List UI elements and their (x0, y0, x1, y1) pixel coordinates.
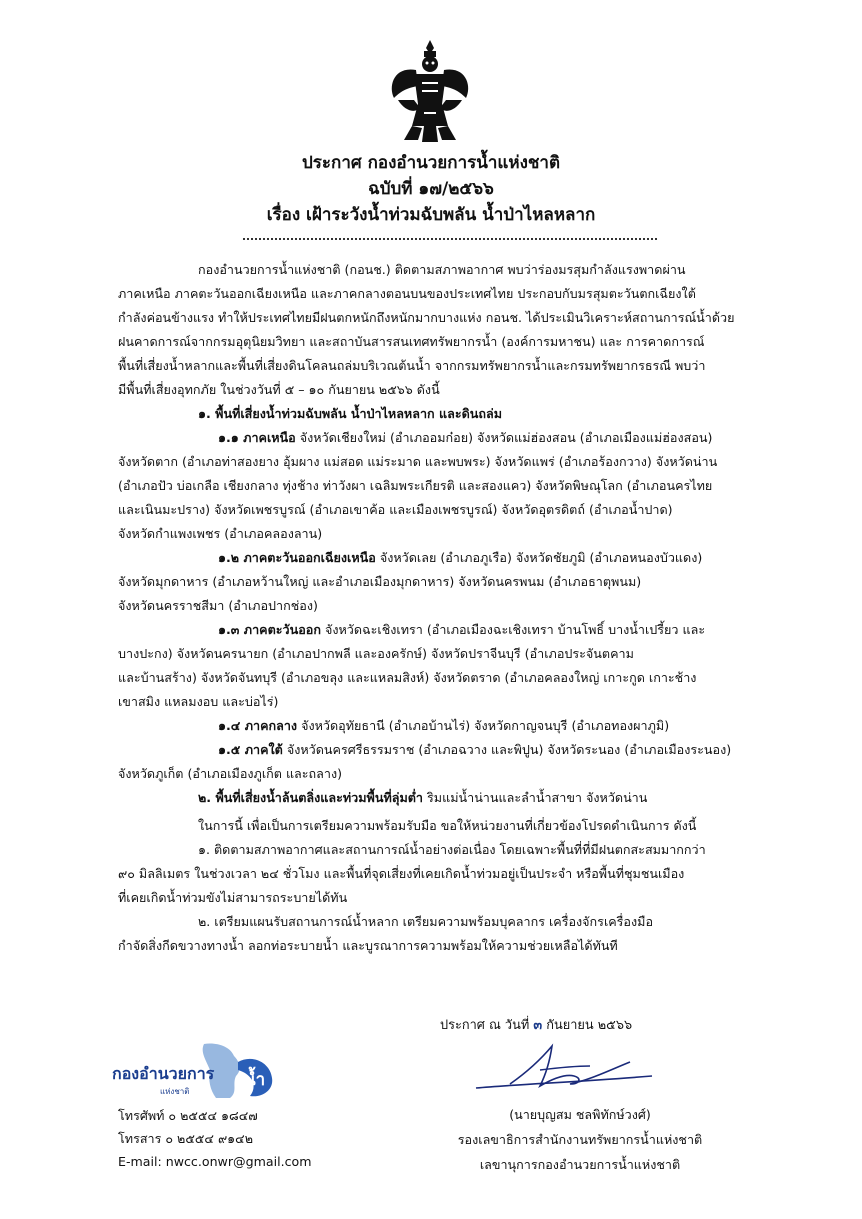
title-line-2: ฉบับที่ ๑๗/๒๕๖๖ (368, 179, 494, 199)
email-address: E-mail: nwcc.onwr@gmail.com (118, 1154, 312, 1169)
announcement-date (440, 1014, 632, 1035)
dotted-divider (243, 238, 657, 240)
date-day: ๓ (533, 1018, 543, 1033)
region-line: (อำเภอปัว บ่อเกลือ เชียงกลาง ทุ่งช้าง ท่าวังผา เฉลิมพระเกียรติ และสองแคว) จังหวัดพิษณุโลก (อำเภอนครไทย (118, 478, 713, 493)
fax-number: โทรสาร ๐ ๒๕๕๔ ๙๑๔๒ (118, 1131, 253, 1146)
region-line (118, 738, 758, 762)
section2-line (118, 786, 758, 810)
intro-line: ฝนคาดการณ์จากกรมอุตุนิยมวิทยา และสถาบันสารสนเทศทรัพยากรน้ำ (องค์การมหาชน) และ การคาดการณ์ (118, 334, 705, 349)
signer-block (410, 1102, 750, 1177)
region-line: และบ้านสร้าง) จังหวัดจันทบุรี (อำเภอขลุง และแหลมสิงห์) จังหวัดตราด (อำเภอคลองใหญ่ เกาะกูด เกาะช้าง (118, 670, 697, 685)
region-line (118, 714, 758, 738)
signer-name: (นายบุญสม ชลพิทักษ์วงศ์) (509, 1107, 651, 1122)
region-line: เขาสมิง แหลมงอบ และบ่อไร่) (118, 694, 279, 709)
item-line: ๒. เตรียมแผนรับสถานการณ์น้ำหลาก เตรียมความพร้อมบุคลากร เครื่องจักรเครื่องมือ (198, 914, 654, 929)
item-line: กำจัดสิ่งกีดขวางทางน้ำ ลอกท่อระบายน้ำ และบูรณาการความพร้อมให้ความช่วยเหลือได้ทันที (118, 938, 618, 953)
phone-number: โทรศัพท์ ๐ ๒๕๕๔ ๑๘๔๗ (118, 1108, 258, 1123)
intro-line: มีพื้นที่เสี่ยงอุทกภัย ในช่วงวันที่ ๕ – ๑๐ กันยายน ๒๕๖๖ ดังนี้ (118, 382, 440, 397)
nwcc-logo (112, 1040, 292, 1100)
region-line: จังหวัดกำแพงเพชร (อำเภอคลองลาน) (118, 526, 323, 541)
request-intro: ในการนี้ เพื่อเป็นการเตรียมความพร้อมรับมือ ขอให้หน่วยงานที่เกี่ยวข้องโปรดดำเนินการ ดังนี้ (198, 818, 697, 833)
item-line: ๑. ติดตามสภาพอากาศและสถานการณ์น้ำอย่างต่อเนื่อง โดยเฉพาะพื้นที่ที่มีฝนตกสะสมมากกว่า (198, 842, 706, 857)
region-label: ๑.๔ ภาคกลาง (218, 718, 298, 733)
date-prefix: ประกาศ ณ วันที่ (440, 1018, 530, 1033)
announcement-body (118, 258, 758, 958)
region-label: ๑.๑ ภาคเหนือ (218, 430, 296, 445)
region-text: จังหวัดเลย (อำเภอภูเรือ) จังหวัดชัยภูมิ (อำเภอหนองบัวแดง) (379, 550, 703, 565)
region-line: จังหวัดตาก (อำเภอท่าสองยาง อุ้มผาง แม่สอด แม่ระมาด และพบพระ) จังหวัดแพร่ (อำเภอร้องกวาง) จังหวัดน่าน (118, 454, 718, 469)
logo-subtext: แห่งชาติ (160, 1087, 190, 1096)
region-line (118, 426, 758, 450)
item-line: ๙๐ มิลลิเมตร ในช่วงเวลา ๒๔ ชั่วโมง และพื้นที่จุดเสี่ยงที่เคยเกิดน้ำท่วมอยู่เป็นประจำ หรือพื้นที่ชุมชนเมือง (118, 866, 685, 881)
region-label: ๑.๓ ภาคตะวันออก (218, 622, 321, 637)
title-line-1: ประกาศ กองอำนวยการน้ำแห่งชาติ (301, 153, 560, 173)
signer-position-2: เลขานุการกองอำนวยการน้ำแห่งชาติ (479, 1157, 681, 1172)
region-line: บางปะกง) จังหวัดนครนายก (อำเภอปากพลี และองครักษ์) จังหวัดปราจีนบุรี (อำเภอประจันตคาม (118, 646, 634, 661)
region-text: จังหวัดนครศรีธรรมราช (อำเภอฉวาง และพิปูน) จังหวัดระนอง (อำเภอเมืองระนอง) (286, 742, 732, 757)
region-line (118, 618, 758, 642)
region-line: จังหวัดมุกดาหาร (อำเภอหว้านใหญ่ และอำเภอเมืองมุกดาหาร) จังหวัดนครพนม (อำเภอธาตุพนม) (118, 574, 642, 589)
section2-text: ริมแม่น้ำน่านและลำน้ำสาขา จังหวัดน่าน (427, 790, 648, 805)
logo-text: กองอำนวยการ (112, 1066, 215, 1083)
date-suffix: กันยายน ๒๕๖๖ (546, 1018, 633, 1033)
region-line: และเนินมะปราง) จังหวัดเพชรบูรณ์ (อำเภอเขาค้อ และเมืองเพชรบูรณ์) จังหวัดอุตรดิตถ์ (อำเภอน้ำปาด) (118, 502, 673, 517)
region-label: ๑.๕ ภาคใต้ (218, 742, 283, 757)
contact-info (118, 1104, 312, 1173)
region-line: จังหวัดนครราชสีมา (อำเภอปากช่อง) (118, 598, 318, 613)
intro-line: พื้นที่เสี่ยงน้ำหลากและพื้นที่เสี่ยงดินโคลนถล่มบริเวณต้นน้ำ จากกรมทรัพยากรน้ำและกรมทรัพยากรธรณี พบว่า (118, 358, 706, 373)
region-label: ๑.๒ ภาคตะวันออกเฉียงเหนือ (218, 550, 376, 565)
region-line (118, 546, 758, 570)
section1-heading: ๑. พื้นที่เสี่ยงน้ำท่วมฉับพลัน น้ำป่าไหลหลาก และดินถล่ม (198, 406, 503, 421)
region-text: จังหวัดเชียงใหม่ (อำเภออมก๋อย) จังหวัดแม่ฮ่องสอน (อำเภอเมืองแม่ฮ่องสอน) (299, 430, 713, 445)
title-line-3: เรื่อง เฝ้าระวังน้ำท่วมฉับพลัน น้ำป่าไหลหลาก (266, 205, 596, 225)
region-line: จังหวัดภูเก็ต (อำเภอเมืองภูเก็ต และถลาง) (118, 766, 343, 781)
section2-heading: ๒. พื้นที่เสี่ยงน้ำล้นตลิ่งและท่วมพื้นที่ลุ่มต่ำ (198, 790, 424, 805)
item-line: ที่เคยเกิดน้ำท่วมขังไม่สามารถระบายได้ทัน (118, 890, 348, 905)
handwritten-signature (470, 1040, 660, 1100)
announcement-title (0, 150, 862, 228)
logo-water-mark: น้ำ (244, 1070, 266, 1090)
signer-position-1: รองเลขาธิการสำนักงานทรัพยากรน้ำแห่งชาติ (457, 1132, 703, 1147)
garuda-emblem-icon (384, 36, 476, 146)
region-text: จังหวัดอุทัยธานี (อำเภอบ้านไร่) จังหวัดกาญจนบุรี (อำเภอทองผาภูมิ) (301, 718, 670, 733)
intro-line: กำลังค่อนข้างแรง ทำให้ประเทศไทยมีฝนตกหนักถึงหนักมากบางแห่ง กอนช. ได้ประเมินวิเคราะห์สถานการณ์น้ำด้วย (118, 310, 735, 325)
intro-line: ภาคเหนือ ภาคตะวันออกเฉียงเหนือ และภาคกลางตอนบนของประเทศไทย ประกอบกับมรสุมตะวันตกเฉียงใต้ (118, 286, 696, 301)
intro-line: กองอำนวยการน้ำแห่งชาติ (กอนช.) ติดตามสภาพอากาศ พบว่าร่องมรสุมกำลังแรงพาดผ่าน (198, 262, 686, 277)
region-text: จังหวัดฉะเชิงเทรา (อำเภอเมืองฉะเชิงเทรา บ้านโพธิ์ บางน้ำเปรี้ยว และ (324, 622, 706, 637)
